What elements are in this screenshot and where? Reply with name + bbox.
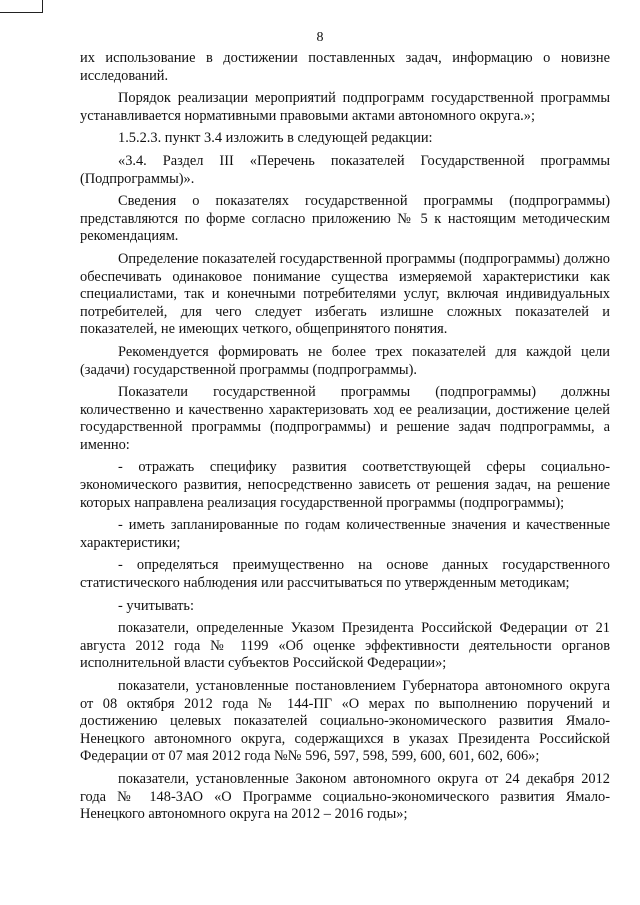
paragraph: показатели, установленные постановлением Губернатора автономного округа от 08 октября 2012 года № 144-ПГ «О мерах по выполнению поручений и достижению целевых показателей социально-экономического развития Ямало-Ненецкого автономного округа, содержащихся в указах Президента Российской Федерации от 07 мая 2012 года №№ 596, 597, 598, 599, 600, 601, 602, 606»; bbox=[80, 678, 610, 765]
scan-corner-mark bbox=[0, 0, 43, 13]
paragraph: «3.4. Раздел III «Перечень показателей Государственной программы (Подпрограммы)». bbox=[80, 152, 610, 187]
paragraph: Определение показателей государственной программы (подпрограммы) должно обеспечивать одинаковое понимание существа измеряемой характеристики как специалистами, так и конечными потребителями услуг, включая индивидуальных потребителей, для чего следует избегать излишне сложных показателей и показателей, не имеющих четкого, общепринятого понятия. bbox=[80, 250, 610, 338]
list-item: - учитывать: bbox=[118, 597, 194, 614]
document-body bbox=[80, 50, 610, 824]
paragraph: 1.5.2.3. пункт 3.4 изложить в следующей редакции: bbox=[118, 130, 433, 147]
list-item: - иметь запланированные по годам количественные значения и качественные характеристики; bbox=[80, 517, 610, 551]
paragraph: их использование в достижении поставленных задач, информацию о новизне исследований. bbox=[80, 50, 610, 84]
list-item: - определяться преимущественно на основе данных государственного статистического наблюдения или рассчитываться по утвержденным методикам; bbox=[80, 557, 610, 592]
paragraph: Рекомендуется формировать не более трех показателей для каждой цели (задачи) государственной программы (подпрограммы). bbox=[80, 343, 610, 378]
paragraph: показатели, установленные Законом автономного округа от 24 декабря 2012 года № 148-ЗАО «О Программе социально-экономического развития Ямало-Ненецкого автономного округа на 2012 – 2016 годы»; bbox=[80, 770, 610, 823]
paragraph: Показатели государственной программы (подпрограммы) должны количественно и качественно характеризовать ход ее реализации, достижение целей государственной программы (подпрограммы) и решение задач подпрограммы, а именно: bbox=[80, 384, 610, 453]
list-item: - отражать специфику развития соответствующей сферы социально-экономического развития, непосредственно зависеть от решения задач, на решение которых направлена реализация государственной программы (подпрограммы); bbox=[80, 459, 610, 511]
paragraph: показатели, определенные Указом Президента Российской Федерации от 21 августа 2012 года № 1199 «Об оценке эффективности деятельности органов исполнительной власти субъектов Российской Федерации»; bbox=[80, 620, 610, 672]
page-number: 8 bbox=[316, 30, 324, 45]
paragraph: Порядок реализации мероприятий подпрограмм государственной программы устанавливается нормативными правовыми актами автономного округа.»; bbox=[80, 90, 610, 124]
paragraph: Сведения о показателях государственной программы (подпрограммы) представляются по форме согласно приложению № 5 к настоящим методическим рекомендациям. bbox=[80, 193, 610, 245]
